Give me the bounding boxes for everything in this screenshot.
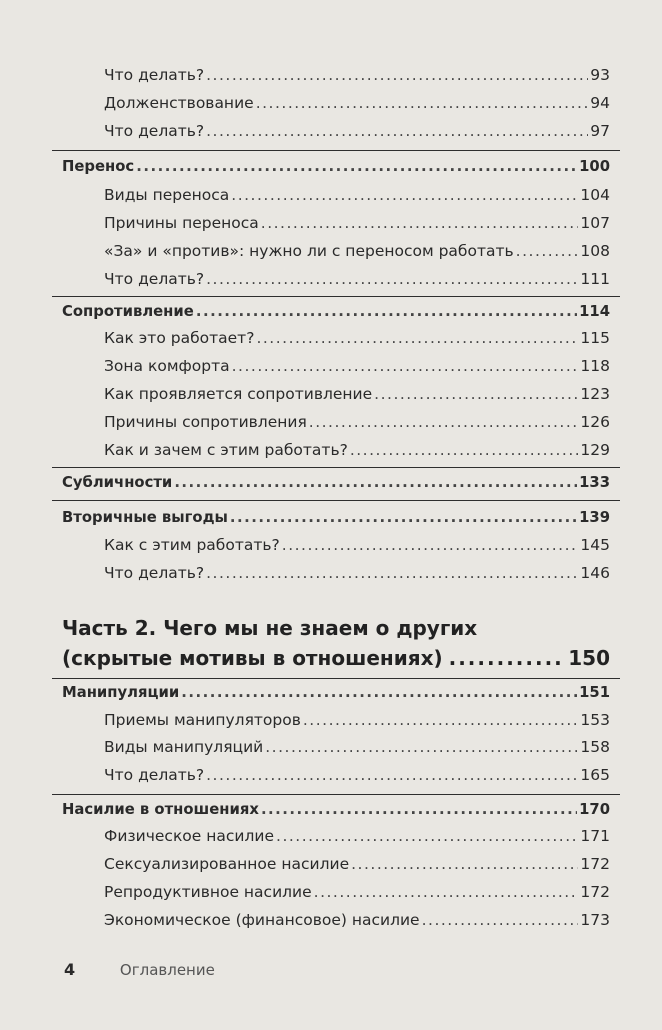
toc-section bbox=[62, 473, 610, 493]
page-number: 4 bbox=[64, 960, 76, 979]
toc-entry bbox=[104, 328, 610, 348]
toc-entry-page: 108 bbox=[580, 242, 610, 260]
toc-entry bbox=[104, 440, 610, 460]
toc-entry-page: 111 bbox=[580, 270, 610, 288]
toc-entry-page: 93 bbox=[590, 66, 610, 84]
toc-entry-title: Приемы манипуляторов bbox=[104, 711, 301, 729]
toc-entry-page: 123 bbox=[580, 385, 610, 403]
toc-entry-title: Сексуализированное насилие bbox=[104, 855, 350, 873]
toc-entry-page: 158 bbox=[580, 738, 610, 756]
toc-section-title: Манипуляции bbox=[62, 684, 180, 701]
dot-leader bbox=[516, 241, 579, 261]
toc-entry-title: Что делать? bbox=[104, 766, 205, 784]
toc-entry bbox=[104, 384, 610, 404]
toc-section-title: Перенос bbox=[62, 158, 135, 175]
toc-entry-title: Что делать? bbox=[104, 66, 205, 84]
toc-entry bbox=[104, 854, 610, 874]
toc-section-page: 114 bbox=[579, 303, 610, 320]
toc-section-page: 139 bbox=[579, 509, 610, 526]
part-heading bbox=[62, 613, 610, 673]
toc-entry-title: Виды манипуляций bbox=[104, 738, 264, 756]
toc-section-page: 100 bbox=[579, 158, 610, 175]
dot-leader bbox=[261, 213, 579, 233]
dot-leader bbox=[230, 508, 577, 528]
dot-leader bbox=[265, 737, 578, 757]
toc-entry-page: 115 bbox=[580, 329, 610, 347]
section-divider bbox=[52, 794, 620, 795]
toc-entry bbox=[104, 65, 610, 85]
toc-entry bbox=[104, 826, 610, 846]
toc-entry-title: Что делать? bbox=[104, 122, 205, 140]
dot-leader bbox=[206, 121, 588, 141]
toc-entry-page: 145 bbox=[580, 536, 610, 554]
toc-entry-title: Физическое насилие bbox=[104, 827, 275, 845]
toc-section bbox=[62, 302, 610, 322]
toc-entry-title: «За» и «против»: нужно ли с переносом работать bbox=[104, 242, 514, 260]
page-footer bbox=[64, 960, 215, 979]
toc-entry-title: Как проявляется сопротивление bbox=[104, 385, 373, 403]
toc-entry-page: 104 bbox=[580, 186, 610, 204]
toc-entry bbox=[104, 882, 610, 902]
toc-entry-page: 172 bbox=[580, 855, 610, 873]
dot-leader bbox=[261, 800, 577, 820]
toc-entry bbox=[104, 356, 610, 376]
section-divider bbox=[52, 296, 620, 297]
toc-entry bbox=[104, 185, 610, 205]
running-title: Оглавление bbox=[119, 961, 215, 979]
dot-leader bbox=[350, 440, 579, 460]
dot-leader bbox=[206, 269, 578, 289]
toc-entry bbox=[104, 563, 610, 583]
toc-entry bbox=[104, 535, 610, 555]
part-title-line2-row bbox=[62, 643, 610, 673]
toc-entry-page: 107 bbox=[580, 214, 610, 232]
toc-entry-page: 165 bbox=[580, 766, 610, 784]
toc-entry bbox=[104, 737, 610, 757]
dot-leader bbox=[314, 882, 579, 902]
toc-entry-page: 146 bbox=[580, 564, 610, 582]
dot-leader bbox=[232, 356, 579, 376]
dot-leader bbox=[206, 65, 588, 85]
toc-section-page: 133 bbox=[579, 474, 610, 491]
toc-entry-title: Причины переноса bbox=[104, 214, 259, 232]
toc-section-title: Насилие в отношениях bbox=[62, 801, 259, 818]
section-divider bbox=[52, 678, 620, 679]
toc-entry-title: Как это работает? bbox=[104, 329, 255, 347]
dot-leader bbox=[374, 384, 578, 404]
toc-entry bbox=[104, 269, 610, 289]
dot-leader bbox=[449, 643, 563, 673]
toc-entry-title: Что делать? bbox=[104, 564, 205, 582]
dot-leader bbox=[276, 826, 578, 846]
section-divider bbox=[52, 150, 620, 151]
toc-entry-title: Виды переноса bbox=[104, 186, 230, 204]
toc-section-page: 151 bbox=[579, 684, 610, 701]
toc-entry bbox=[104, 241, 610, 261]
dot-leader bbox=[206, 765, 578, 785]
part-title-line2: (скрытые мотивы в отношениях) bbox=[62, 646, 443, 670]
dot-leader bbox=[351, 854, 578, 874]
toc-entry bbox=[104, 910, 610, 930]
dot-leader bbox=[282, 535, 579, 555]
toc-section-title: Субличности bbox=[62, 474, 173, 491]
toc-entry-title: Причины сопротивления bbox=[104, 413, 307, 431]
toc-section-title: Вторичные выгоды bbox=[62, 509, 228, 526]
dot-leader bbox=[206, 563, 578, 583]
dot-leader bbox=[309, 412, 579, 432]
toc-entry-page: 126 bbox=[580, 413, 610, 431]
toc-section bbox=[62, 800, 610, 820]
dot-leader bbox=[422, 910, 579, 930]
toc-entry bbox=[104, 765, 610, 785]
toc-entry-title: Как и зачем с этим работать? bbox=[104, 441, 348, 459]
dot-leader bbox=[181, 683, 577, 703]
toc-section-page: 170 bbox=[579, 801, 610, 818]
toc-entry-page: 118 bbox=[580, 357, 610, 375]
toc-entry-page: 94 bbox=[590, 94, 610, 112]
dot-leader bbox=[256, 93, 589, 113]
toc-section-title: Сопротивление bbox=[62, 303, 194, 320]
toc-entry-title: Долженствование bbox=[104, 94, 254, 112]
toc-entry-title: Как с этим работать? bbox=[104, 536, 280, 554]
toc-entry bbox=[104, 121, 610, 141]
toc-section bbox=[62, 157, 610, 177]
toc-entry-page: 153 bbox=[580, 711, 610, 729]
toc-section bbox=[62, 508, 610, 528]
toc-section bbox=[62, 683, 610, 703]
dot-leader bbox=[256, 328, 578, 348]
dot-leader bbox=[174, 473, 577, 493]
toc-entry bbox=[104, 213, 610, 233]
toc-entry-page: 171 bbox=[580, 827, 610, 845]
section-divider bbox=[52, 467, 620, 468]
toc-entry-page: 129 bbox=[580, 441, 610, 459]
toc-entry bbox=[104, 412, 610, 432]
toc-entry-page: 173 bbox=[580, 911, 610, 929]
part-title-line1: Часть 2. Чего мы не знаем о других bbox=[62, 616, 478, 640]
toc-entry bbox=[104, 710, 610, 730]
toc-entry-title: Репродуктивное насилие bbox=[104, 883, 312, 901]
dot-leader bbox=[303, 710, 579, 730]
toc-entry-title: Зона комфорта bbox=[104, 357, 230, 375]
dot-leader bbox=[196, 302, 577, 322]
dot-leader bbox=[231, 185, 578, 205]
toc-entry-title: Что делать? bbox=[104, 270, 205, 288]
toc-entry-title: Экономическое (финансовое) насилие bbox=[104, 911, 420, 929]
toc-entry bbox=[104, 93, 610, 113]
dot-leader bbox=[136, 157, 577, 177]
section-divider bbox=[52, 500, 620, 501]
toc-entry-page: 97 bbox=[590, 122, 610, 140]
part-page: 150 bbox=[568, 646, 610, 670]
toc-entry-page: 172 bbox=[580, 883, 610, 901]
